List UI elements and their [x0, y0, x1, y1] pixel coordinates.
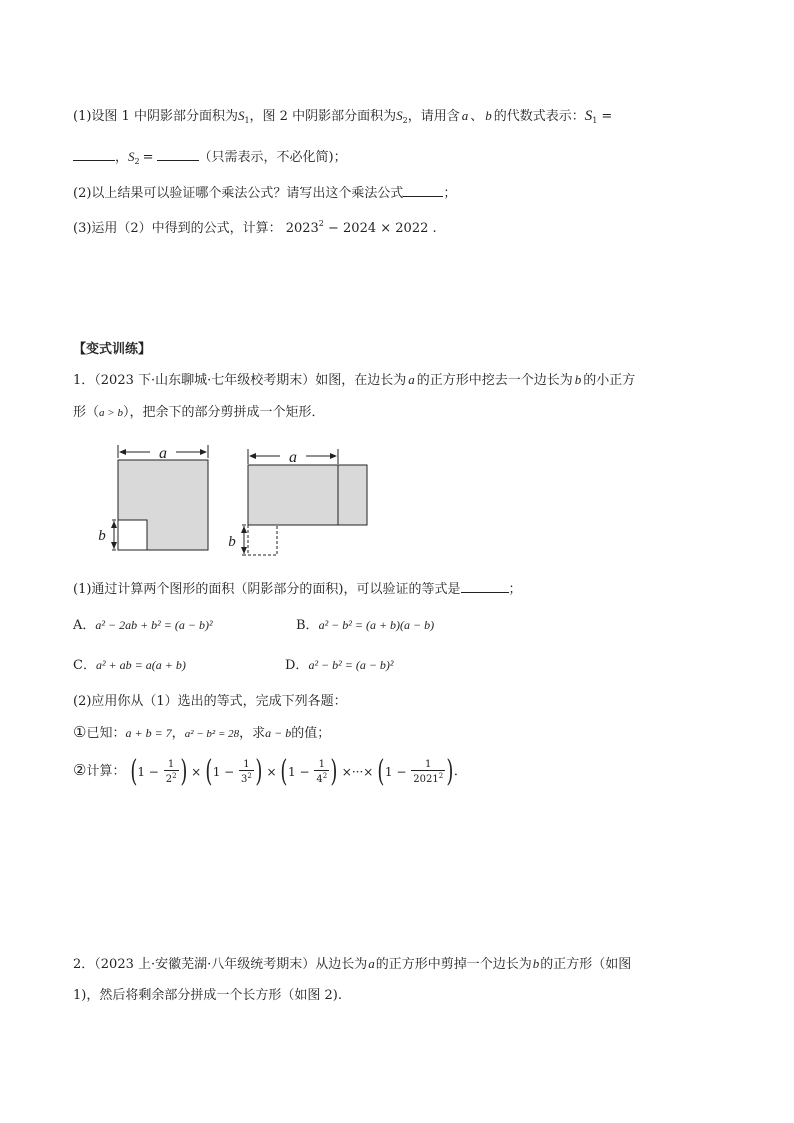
sup: 2	[438, 772, 444, 780]
option-label: C．	[73, 658, 96, 673]
text: 2．（2023 上·安徽芜湖·八年级统考期末）从边长为	[73, 957, 368, 972]
expr: 2023	[285, 221, 319, 236]
prev-q1-line2	[73, 147, 347, 172]
option-expr: a² − 2ab + b² = (a − b)²	[95, 618, 213, 632]
frac-num: 1	[164, 759, 179, 771]
answer-blank[interactable]	[461, 580, 509, 593]
sup: 2	[318, 219, 324, 228]
fig1-cutout-square	[118, 520, 147, 550]
text: 、	[470, 109, 484, 124]
op: ×	[266, 764, 277, 779]
var-s1: S	[584, 108, 593, 124]
option-A[interactable]	[73, 615, 213, 636]
frac-num: 1	[411, 759, 445, 771]
sup: 2	[247, 772, 252, 780]
fig2-shaded-rect-main	[248, 465, 338, 525]
fig1-label-a: a	[159, 445, 167, 462]
num: 1	[212, 764, 221, 779]
option-label: A．	[73, 618, 96, 633]
arrow-right-icon	[200, 449, 207, 455]
op: −	[224, 764, 235, 779]
var-a: a	[461, 108, 469, 123]
frac-den: 3	[241, 774, 248, 785]
eq: =	[601, 109, 613, 124]
text: 形（	[73, 405, 100, 420]
var-s2: S	[396, 108, 403, 123]
text: 计算：	[86, 764, 126, 779]
text: （只需表示，不必化简)；	[198, 150, 347, 165]
fraction	[314, 759, 329, 785]
option-label: B．	[296, 618, 319, 633]
expr: a² − b² = 28	[184, 728, 240, 740]
fraction	[411, 759, 445, 785]
text: 的代数式表示：	[493, 109, 585, 124]
answer-blank[interactable]	[73, 148, 115, 161]
product-expression: (1 − $\frac{1}{2^2}$ ) × (1 − $\frac{1}{3^2}$ ) × (1 − $\frac{1}{4^2}$ ) ×···× (1 − $\frac{1}{2021^2}$ )	[129, 754, 454, 789]
frac-num: 1	[314, 759, 329, 771]
problem1-sub1	[73, 722, 330, 744]
text: ；	[508, 582, 522, 597]
text: 已知：	[86, 726, 126, 741]
prev-q3	[73, 214, 437, 239]
frac-den: 2021	[413, 774, 439, 785]
text: ，请用含	[407, 109, 460, 124]
condition: a > b	[99, 407, 123, 419]
problem1-q1	[73, 580, 522, 600]
text: ，求	[239, 726, 266, 741]
fig2-shaded-rect-side	[338, 465, 367, 525]
eq: =	[142, 150, 154, 165]
problem1-line1	[73, 370, 635, 391]
arrow-down-icon	[241, 547, 247, 554]
circle-1-icon: ①	[73, 723, 87, 741]
problem1-q2: (2)应用你从（1）选出的等式，完成下列各题：	[73, 694, 347, 709]
text: (3)运用（2）中得到的公式，计算：	[73, 221, 282, 236]
prev-q2	[73, 184, 456, 204]
op: −	[299, 764, 310, 779]
arrow-down-icon	[111, 542, 117, 549]
text: (1)通过计算两个图形的面积（阴影部分的面积)，可以验证的等式是	[73, 582, 461, 597]
arrow-up-icon	[241, 526, 247, 533]
arrow-up-icon	[111, 521, 117, 528]
problem2-line2: 1)，然后将剩余部分拼成一个长方形（如图 2).	[73, 988, 342, 1003]
option-label: D．	[285, 658, 309, 673]
frac-den: 4	[316, 774, 323, 785]
section-title: 【变式训练】	[73, 342, 152, 357]
sub: 1	[244, 116, 250, 125]
text: (1)设图 1 中阴影部分面积为	[73, 109, 238, 124]
text: 1．（2023 下·山东聊城·七年级校考期末）如图，在边长为	[73, 373, 407, 388]
arrow-right-icon	[330, 453, 337, 459]
var-a: a	[368, 956, 375, 971]
option-expr: a² + ab = a(a + b)	[95, 658, 186, 672]
sub: 2	[134, 157, 140, 166]
option-expr: a² − b² = (a + b)(a − b)	[318, 618, 435, 632]
op: −	[396, 764, 407, 779]
circle-2-icon: ②	[73, 761, 87, 779]
text: 的值；	[291, 726, 331, 741]
var-b: b	[485, 108, 492, 123]
arrow-left-icon	[119, 449, 126, 455]
text: ．	[453, 764, 467, 779]
answer-blank[interactable]	[403, 184, 443, 197]
text: ，	[171, 726, 185, 741]
sub: 2	[402, 116, 408, 125]
text: 的正方形（如图	[540, 957, 632, 972]
option-D[interactable]	[285, 655, 394, 676]
text: ），把余下的部分剪拼成一个矩形．	[122, 405, 325, 420]
op: ×	[191, 764, 202, 779]
sub: 1	[592, 116, 598, 125]
expr: − 2024 × 2022 .	[323, 221, 437, 236]
var-a: a	[408, 372, 415, 387]
num: 1	[137, 764, 145, 779]
problem1-line2	[73, 403, 324, 423]
sup: 2	[322, 772, 328, 780]
num: 1	[288, 764, 296, 779]
option-expr: a² − b² = (a − b)²	[308, 658, 394, 672]
text: 的正方形中挖去一个边长为	[416, 373, 573, 388]
text: ；	[443, 186, 457, 201]
prev-q1-line1	[73, 106, 612, 131]
option-B[interactable]	[296, 615, 434, 636]
problem1-figure	[0, 440, 794, 570]
num: 1	[384, 764, 393, 779]
op: ×···×	[341, 764, 374, 779]
text: (2)以上结果可以验证哪个乘法公式？请写出这个乘法公式	[73, 186, 404, 201]
text: 的小正方	[583, 373, 636, 388]
text: ，图 2 中阴影部分面积为	[249, 109, 397, 124]
var-s2: S	[128, 149, 135, 164]
op: −	[148, 764, 159, 779]
fraction	[164, 759, 179, 785]
problem2-line1	[73, 954, 631, 975]
var-b: b	[532, 956, 540, 971]
fraction	[239, 759, 254, 785]
expr: a − b	[265, 726, 292, 740]
answer-blank[interactable]	[157, 148, 199, 161]
problem1-sub2	[73, 752, 467, 790]
fig2-dashed-piece	[248, 525, 277, 555]
text: ，	[115, 150, 129, 165]
var-b: b	[574, 372, 582, 387]
arrow-left-icon	[249, 453, 256, 459]
fig2-label-b: b	[228, 534, 236, 550]
frac-num: 1	[239, 759, 254, 771]
expr: a + b = 7	[125, 726, 172, 740]
sup: 2	[172, 772, 177, 780]
frac-den: 2	[165, 774, 173, 785]
option-C[interactable]	[73, 655, 186, 676]
fig2-label-a: a	[289, 449, 297, 466]
var-s1: S	[237, 108, 245, 123]
fig1-label-b: b	[98, 528, 106, 544]
text: 的正方形中剪掉一个边长为	[375, 957, 532, 972]
